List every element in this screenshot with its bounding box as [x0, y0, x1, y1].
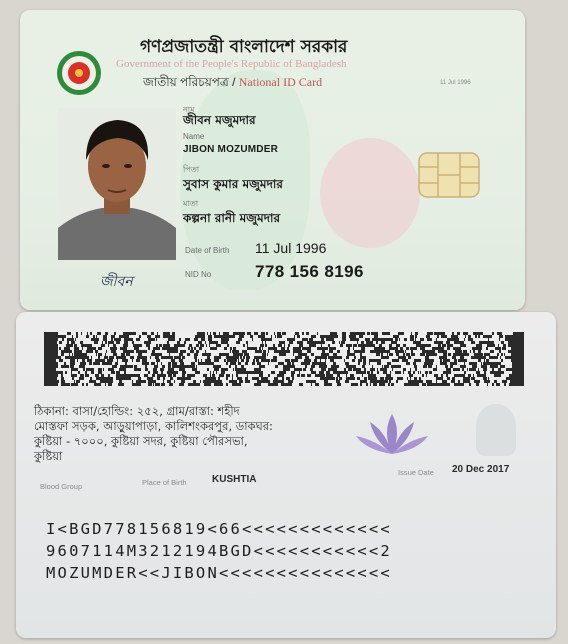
smart-chip-icon [418, 152, 480, 198]
mrz-line: I<BGD778156819<66<<<<<<<<<<<<< [46, 520, 392, 538]
holder-photo [58, 108, 176, 260]
address-line: কুষ্টিয়া [34, 449, 63, 463]
signature: জীবন [100, 274, 133, 290]
dob-label: Date of Birth [185, 246, 230, 255]
name-english-label: Name [183, 132, 205, 141]
issue-stamp: 11 Jul 1996 [440, 80, 471, 86]
nid-card-back [16, 312, 556, 638]
name-bangla: জীবন মজুমদার [183, 113, 256, 127]
mother-label: মাতা [183, 199, 199, 208]
name-bangla-label: নাম [183, 105, 195, 114]
address-block [34, 404, 374, 464]
nid-card-front [20, 10, 525, 310]
mrz-line: MOZUMDER<<JIBON<<<<<<<<<<<<<<< [46, 564, 392, 582]
lotus-emblem-icon [352, 410, 432, 460]
header-english: Government of the People's Republic of Bangladesh [116, 58, 347, 70]
blood-group-label: Blood Group [40, 482, 83, 491]
father-label: পিতা [183, 165, 200, 174]
address-line: ঠিকানা: বাসা/হোল্ডিং: ২৫২, গ্রাম/রাস্তা: শহীদ [34, 404, 240, 418]
issue-date: 20 Dec 2017 [452, 464, 510, 475]
place-of-birth: KUSHTIA [212, 474, 257, 485]
pdf417-barcode [44, 332, 524, 386]
card-title-english: National ID Card [238, 75, 323, 89]
place-of-birth-label: Place of Birth [142, 478, 187, 487]
header-bangla: গণপ্রজাতন্ত্রী বাংলাদেশ সরকার [140, 37, 348, 57]
address-line: কুষ্টিয়া - ৭০০০, কুষ্টিয়া সদর, কুষ্টিয়া পৌরসভা, [34, 434, 248, 448]
nid-label: NID No [185, 270, 212, 279]
card-title: জাতীয় পরিচয়পত্র / National ID Card [143, 75, 323, 89]
mother-name: কল্পনা রানী মজুমদার [183, 211, 281, 225]
ghost-photo [476, 404, 516, 456]
background-pink-shape [320, 138, 420, 248]
dob-value: 11 Jul 1996 [255, 240, 327, 256]
issue-date-label: Issue Date [398, 468, 434, 477]
mrz-block [46, 518, 392, 584]
address-line: মোস্তফা সড়ক, আড়ুয়াপাড়া, কালিশংকরপুর, ডাকঘর: [34, 419, 273, 433]
name-english: JIBON MOZUMDER [183, 144, 279, 155]
card-title-bangla: জাতীয় পরিচয়পত্র [143, 75, 229, 89]
nid-number: 778 156 8196 [255, 262, 364, 281]
father-name: সুবাস কুমার মজুমদার [183, 177, 283, 191]
government-seal-icon [56, 50, 102, 96]
mrz-line: 9607114M3212194BGD<<<<<<<<<<<2 [46, 542, 392, 560]
